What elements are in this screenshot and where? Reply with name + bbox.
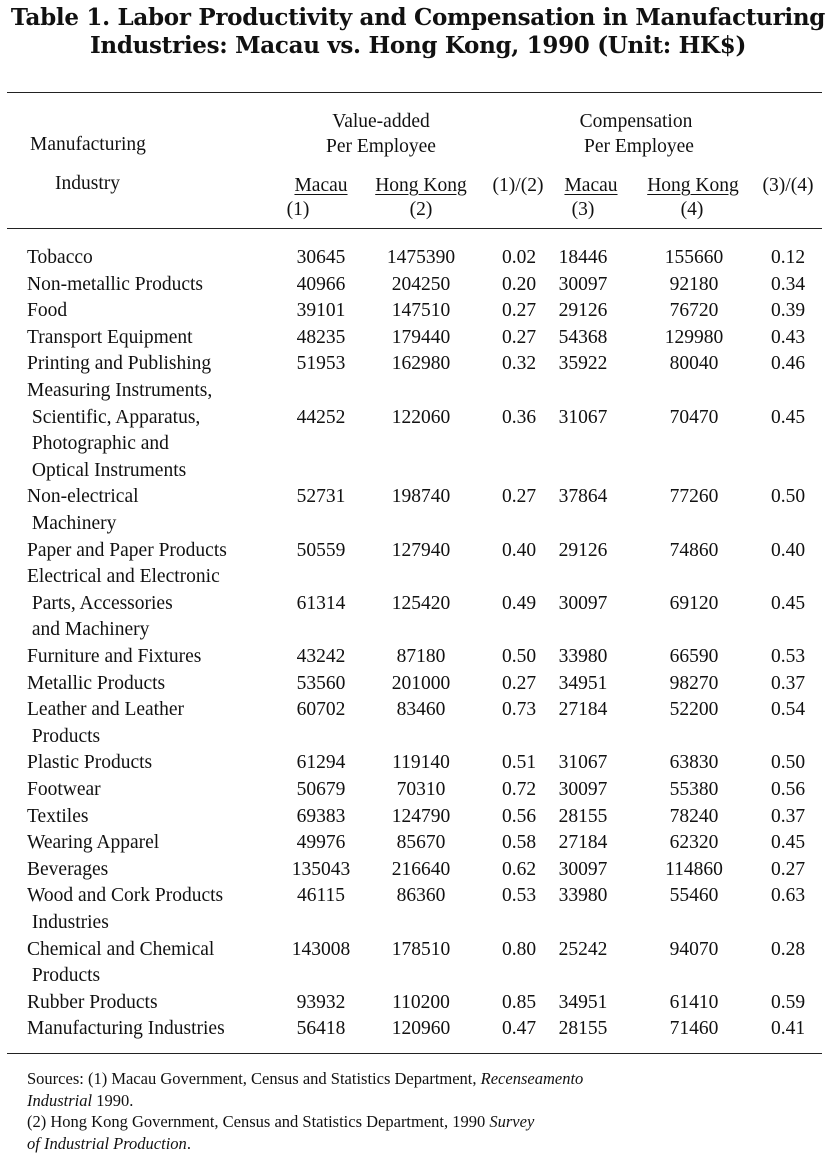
industry-name: Scientific, Apparatus,: [27, 406, 201, 428]
value-added-macau-cell: 93932: [296, 991, 346, 1013]
industry-name: Non-metallic Products: [27, 273, 204, 295]
ratio-1-2-cell: 0.20: [501, 273, 537, 295]
compensation-macau-cell: 35922: [558, 353, 608, 375]
header-macau-va: Macau: [294, 175, 348, 196]
source-1-title: Recenseamento: [480, 1069, 584, 1088]
header-hong-kong-comp: Hong Kong: [647, 175, 739, 196]
value-added-macau-cell: 61314: [296, 592, 346, 614]
compensation-macau-cell: 30097: [558, 592, 608, 614]
ratio-3-4-cell: 0.27: [770, 858, 806, 880]
compensation-macau-cell: 31067: [558, 406, 608, 428]
compensation-hong-kong-cell: 55460: [669, 885, 719, 907]
compensation-hong-kong-cell: 129980: [664, 326, 724, 348]
value-added-hong-kong-cell: 85670: [396, 832, 446, 854]
industry-name: Textiles: [27, 805, 89, 827]
value-added-macau-cell: 50679: [296, 779, 346, 800]
source-2-text: (2) Hong Kong Government, Census and Statistics Department, 1990: [27, 1112, 490, 1131]
value-added-hong-kong-cell: 147510: [391, 300, 451, 322]
industry-name: Tobacco: [27, 247, 93, 268]
ratio-3-4-cell: 0.28: [770, 938, 806, 960]
ratio-1-2-cell: 0.27: [501, 672, 537, 694]
value-added-hong-kong-cell: 119140: [392, 752, 450, 774]
industry-name: Beverages: [27, 858, 109, 880]
bottom-rule: [7, 1053, 822, 1054]
compensation-macau-cell: 25242: [558, 938, 608, 960]
table-row: [0, 777, 836, 804]
compensation-hong-kong-cell: 69120: [669, 592, 719, 614]
industry-name: Manufacturing Industries: [27, 1018, 225, 1040]
compensation-hong-kong-cell: 52200: [669, 699, 719, 721]
industry-name: Footwear: [27, 779, 101, 800]
value-added-macau-cell: 48235: [296, 326, 346, 348]
ratio-3-4-cell: 0.37: [770, 672, 806, 694]
table-row: [0, 697, 836, 750]
table-row: [0, 351, 836, 378]
industry-name: Transport Equipment: [27, 326, 193, 348]
ratio-3-4-cell: 0.45: [770, 832, 806, 854]
value-added-hong-kong-cell: 201000: [391, 672, 451, 694]
table-row: [0, 325, 836, 352]
value-added-hong-kong-cell: 204250: [391, 273, 451, 295]
ratio-1-2-cell: 0.53: [501, 885, 537, 907]
compensation-macau-cell: 37864: [558, 486, 608, 508]
ratio-3-4-cell: 0.45: [770, 406, 806, 428]
value-added-macau-cell: 30645: [296, 247, 346, 268]
compensation-hong-kong-cell: 76720: [669, 300, 719, 322]
table-row: [0, 883, 836, 936]
compensation-hong-kong-cell: 92180: [669, 273, 719, 295]
top-rule: [7, 92, 822, 93]
source-2-title: Survey: [489, 1112, 535, 1131]
compensation-macau-cell: 33980: [558, 646, 608, 667]
value-added-macau-cell: 135043: [291, 858, 351, 880]
ratio-1-2-cell: 0.36: [501, 406, 537, 428]
industry-name: Non-electrical: [27, 486, 139, 508]
compensation-hong-kong-cell: 77260: [669, 486, 719, 508]
value-added-hong-kong-cell: 122060: [391, 406, 451, 428]
ratio-1-2-cell: 0.80: [501, 938, 537, 960]
compensation-macau-cell: 28155: [558, 1018, 608, 1040]
source-line-3: [27, 1111, 583, 1133]
value-added-macau-cell: 56418: [296, 1018, 346, 1040]
header-ratio-3-4: (3)/(4): [762, 175, 814, 196]
ratio-3-4-cell: 0.40: [770, 539, 806, 561]
ratio-3-4-cell: 0.59: [770, 991, 806, 1013]
value-added-hong-kong-cell: 162980: [391, 353, 451, 375]
header-hong-kong-va: Hong Kong: [375, 175, 467, 196]
compensation-macau-cell: 30097: [558, 779, 608, 800]
value-added-hong-kong-cell: 216640: [391, 858, 451, 880]
industry-name: and Machinery: [27, 619, 150, 641]
ratio-1-2-cell: 0.27: [501, 300, 537, 322]
value-added-hong-kong-cell: 83460: [396, 699, 446, 721]
compensation-hong-kong-cell: 63830: [669, 752, 719, 774]
industry-name: Machinery: [27, 512, 117, 534]
compensation-macau-cell: 30097: [558, 858, 608, 880]
source-1-year: 1990.: [92, 1090, 134, 1110]
value-added-hong-kong-cell: 87180: [396, 646, 446, 667]
industry-name: Paper and Paper Products: [27, 539, 227, 561]
ratio-1-2-cell: 0.85: [501, 991, 537, 1013]
source-line-1: [27, 1068, 583, 1090]
table-row: [0, 671, 836, 698]
industry-name: Photographic and: [27, 433, 169, 455]
table-row: [0, 245, 836, 272]
compensation-macau-cell: 28155: [558, 805, 608, 827]
compensation-macau-cell: 34951: [558, 991, 608, 1013]
ratio-1-2-cell: 0.02: [501, 247, 537, 268]
title-line-2: Industries: Macau vs. Hong Kong, 1990 (Unit: HK$): [89, 32, 747, 59]
industry-name: Parts, Accessories: [27, 592, 173, 614]
compensation-hong-kong-cell: 66590: [669, 646, 719, 667]
value-added-macau-cell: 51953: [296, 353, 346, 375]
ratio-3-4-cell: 0.34: [770, 273, 806, 295]
value-added-hong-kong-cell: 110200: [392, 991, 450, 1013]
header-rule: [7, 228, 822, 229]
industry-name: Plastic Products: [27, 752, 153, 774]
compensation-macau-cell: 27184: [558, 832, 608, 854]
ratio-1-2-cell: 0.56: [501, 805, 537, 827]
ratio-3-4-cell: 0.50: [770, 752, 806, 774]
ratio-1-2-cell: 0.32: [501, 353, 537, 375]
ratio-3-4-cell: 0.12: [770, 247, 806, 268]
compensation-macau-cell: 29126: [558, 300, 608, 322]
industry-name: Rubber Products: [27, 991, 158, 1013]
ratio-1-2-cell: 0.58: [501, 832, 537, 854]
industry-name: Electrical and Electronic: [27, 566, 220, 588]
compensation-hong-kong-cell: 70470: [669, 406, 719, 428]
compensation-hong-kong-cell: 80040: [669, 353, 719, 375]
industry-name: Wearing Apparel: [27, 832, 160, 854]
compensation-hong-kong-cell: 74860: [669, 539, 719, 561]
compensation-hong-kong-cell: 94070: [669, 938, 719, 960]
industry-name: Wood and Cork Products: [27, 885, 224, 907]
table-row: [0, 830, 836, 857]
value-added-hong-kong-cell: 1475390: [386, 247, 456, 268]
value-added-hong-kong-cell: 124790: [391, 805, 451, 827]
compensation-hong-kong-cell: 78240: [669, 805, 719, 827]
ratio-1-2-cell: 0.73: [501, 699, 537, 721]
ratio-3-4-cell: 0.50: [770, 486, 806, 508]
value-added-header-line-1: Value-added: [332, 111, 430, 132]
value-added-hong-kong-cell: 70310: [396, 779, 446, 800]
industry-name: Industries: [27, 911, 109, 933]
industry-name: Metallic Products: [27, 672, 166, 694]
compensation-hong-kong-cell: 62320: [669, 832, 719, 854]
value-added-hong-kong-cell: 86360: [396, 885, 446, 907]
value-added-macau-cell: 40966: [296, 273, 346, 295]
value-added-hong-kong-cell: 127940: [391, 539, 451, 561]
industry-name: Furniture and Fixtures: [27, 646, 202, 667]
compensation-macau-cell: 54368: [558, 326, 608, 348]
table-row: [0, 990, 836, 1017]
value-added-macau-cell: 43242: [296, 646, 346, 667]
value-added-macau-cell: 53560: [296, 672, 346, 694]
ratio-3-4-cell: 0.54: [770, 699, 806, 721]
compensation-hong-kong-cell: 71460: [669, 1018, 719, 1040]
value-added-macau-cell: 69383: [296, 805, 346, 827]
compensation-header-line-1: Compensation: [579, 111, 693, 132]
header-ratio-1-2: (1)/(2): [492, 175, 544, 196]
ratio-1-2-cell: 0.50: [501, 646, 537, 667]
value-added-macau-cell: 52731: [296, 486, 346, 508]
ratio-3-4-cell: 0.39: [770, 300, 806, 322]
compensation-macau-cell: 18446: [558, 247, 608, 268]
header-macau-comp: Macau: [564, 175, 618, 196]
ratio-3-4-cell: 0.63: [770, 885, 806, 907]
value-added-hong-kong-cell: 179440: [391, 326, 451, 348]
ratio-1-2-cell: 0.47: [501, 1018, 537, 1040]
source-notes: [27, 1068, 583, 1154]
source-line-2: [27, 1090, 583, 1112]
industry-header-line-2: Industry: [55, 173, 120, 194]
value-added-hong-kong-cell: 120960: [391, 1018, 451, 1040]
value-added-hong-kong-cell: 178510: [391, 938, 451, 960]
ratio-3-4-cell: 0.56: [770, 779, 806, 800]
ratio-1-2-cell: 0.27: [501, 326, 537, 348]
table-row: [0, 538, 836, 565]
compensation-hong-kong-cell: 114860: [665, 858, 723, 880]
industry-name: Food: [27, 300, 68, 322]
table-row: [0, 750, 836, 777]
source-2-end: .: [186, 1133, 191, 1153]
compensation-macau-cell: 30097: [558, 273, 608, 295]
compensation-hong-kong-cell: 98270: [669, 672, 719, 694]
value-added-macau-cell: 50559: [296, 539, 346, 561]
industry-name: Chemical and Chemical: [27, 938, 215, 960]
value-added-hong-kong-cell: 198740: [391, 486, 451, 508]
value-added-header-line-2: Per Employee: [326, 136, 436, 157]
ratio-3-4-cell: 0.41: [770, 1018, 806, 1040]
value-added-macau-cell: 49976: [296, 832, 346, 854]
value-added-macau-cell: 60702: [296, 699, 346, 721]
header-index-3: (3): [571, 199, 595, 220]
industry-name: Printing and Publishing: [27, 353, 212, 375]
source-line-4: [27, 1133, 583, 1155]
table-row: [0, 1016, 836, 1043]
industry-name: Products: [27, 725, 101, 747]
value-added-macau-cell: 39101: [296, 300, 346, 322]
table-row: [0, 564, 836, 644]
header-index-2: (2): [409, 199, 433, 220]
compensation-hong-kong-cell: 61410: [669, 991, 719, 1013]
table-title: [0, 4, 836, 60]
compensation-macau-cell: 29126: [558, 539, 608, 561]
ratio-3-4-cell: 0.37: [770, 805, 806, 827]
ratio-3-4-cell: 0.43: [770, 326, 806, 348]
ratio-1-2-cell: 0.27: [501, 486, 537, 508]
source-2-title-cont: of Industrial Production: [27, 1133, 187, 1153]
table-row: [0, 298, 836, 325]
compensation-macau-cell: 27184: [558, 699, 608, 721]
compensation-macau-cell: 31067: [558, 752, 608, 774]
header-index-4: (4): [680, 199, 704, 220]
industry-name: Measuring Instruments,: [27, 380, 213, 401]
table-row: [0, 644, 836, 671]
table-row: [0, 804, 836, 831]
compensation-macau-cell: 33980: [558, 885, 608, 907]
compensation-hong-kong-cell: 155660: [664, 247, 724, 268]
value-added-macau-cell: 143008: [291, 938, 351, 960]
table-row: [0, 378, 836, 484]
value-added-macau-cell: 46115: [296, 885, 346, 907]
table-row: [0, 272, 836, 299]
ratio-1-2-cell: 0.72: [501, 779, 537, 800]
industry-name: Products: [27, 965, 101, 987]
ratio-1-2-cell: 0.40: [501, 539, 537, 561]
value-added-macau-cell: 44252: [296, 406, 346, 428]
ratio-3-4-cell: 0.53: [770, 646, 806, 667]
title-line-1: Table 1. Labor Productivity and Compensation in Manufacturing: [10, 4, 826, 31]
industry-name: Leather and Leather: [27, 699, 184, 721]
header-index-1: (1): [286, 199, 310, 220]
compensation-hong-kong-cell: 55380: [669, 779, 719, 800]
ratio-3-4-cell: 0.46: [770, 353, 806, 375]
ratio-3-4-cell: 0.45: [770, 592, 806, 614]
industry-name: Optical Instruments: [27, 459, 187, 481]
value-added-macau-cell: 61294: [296, 752, 346, 774]
table-row: [0, 937, 836, 990]
source-1-title-cont: Industrial: [27, 1090, 93, 1110]
compensation-header-line-2: Per Employee: [584, 136, 694, 157]
value-added-hong-kong-cell: 125420: [391, 592, 451, 614]
compensation-macau-cell: 34951: [558, 672, 608, 694]
ratio-1-2-cell: 0.62: [501, 858, 537, 880]
ratio-1-2-cell: 0.49: [501, 592, 537, 614]
table-row: [0, 857, 836, 884]
ratio-1-2-cell: 0.51: [501, 752, 537, 774]
table-row: [0, 484, 836, 537]
source-1-text: Sources: (1) Macau Government, Census and Statistics Department,: [27, 1069, 481, 1088]
industry-header-line-1: Manufacturing: [30, 134, 146, 155]
